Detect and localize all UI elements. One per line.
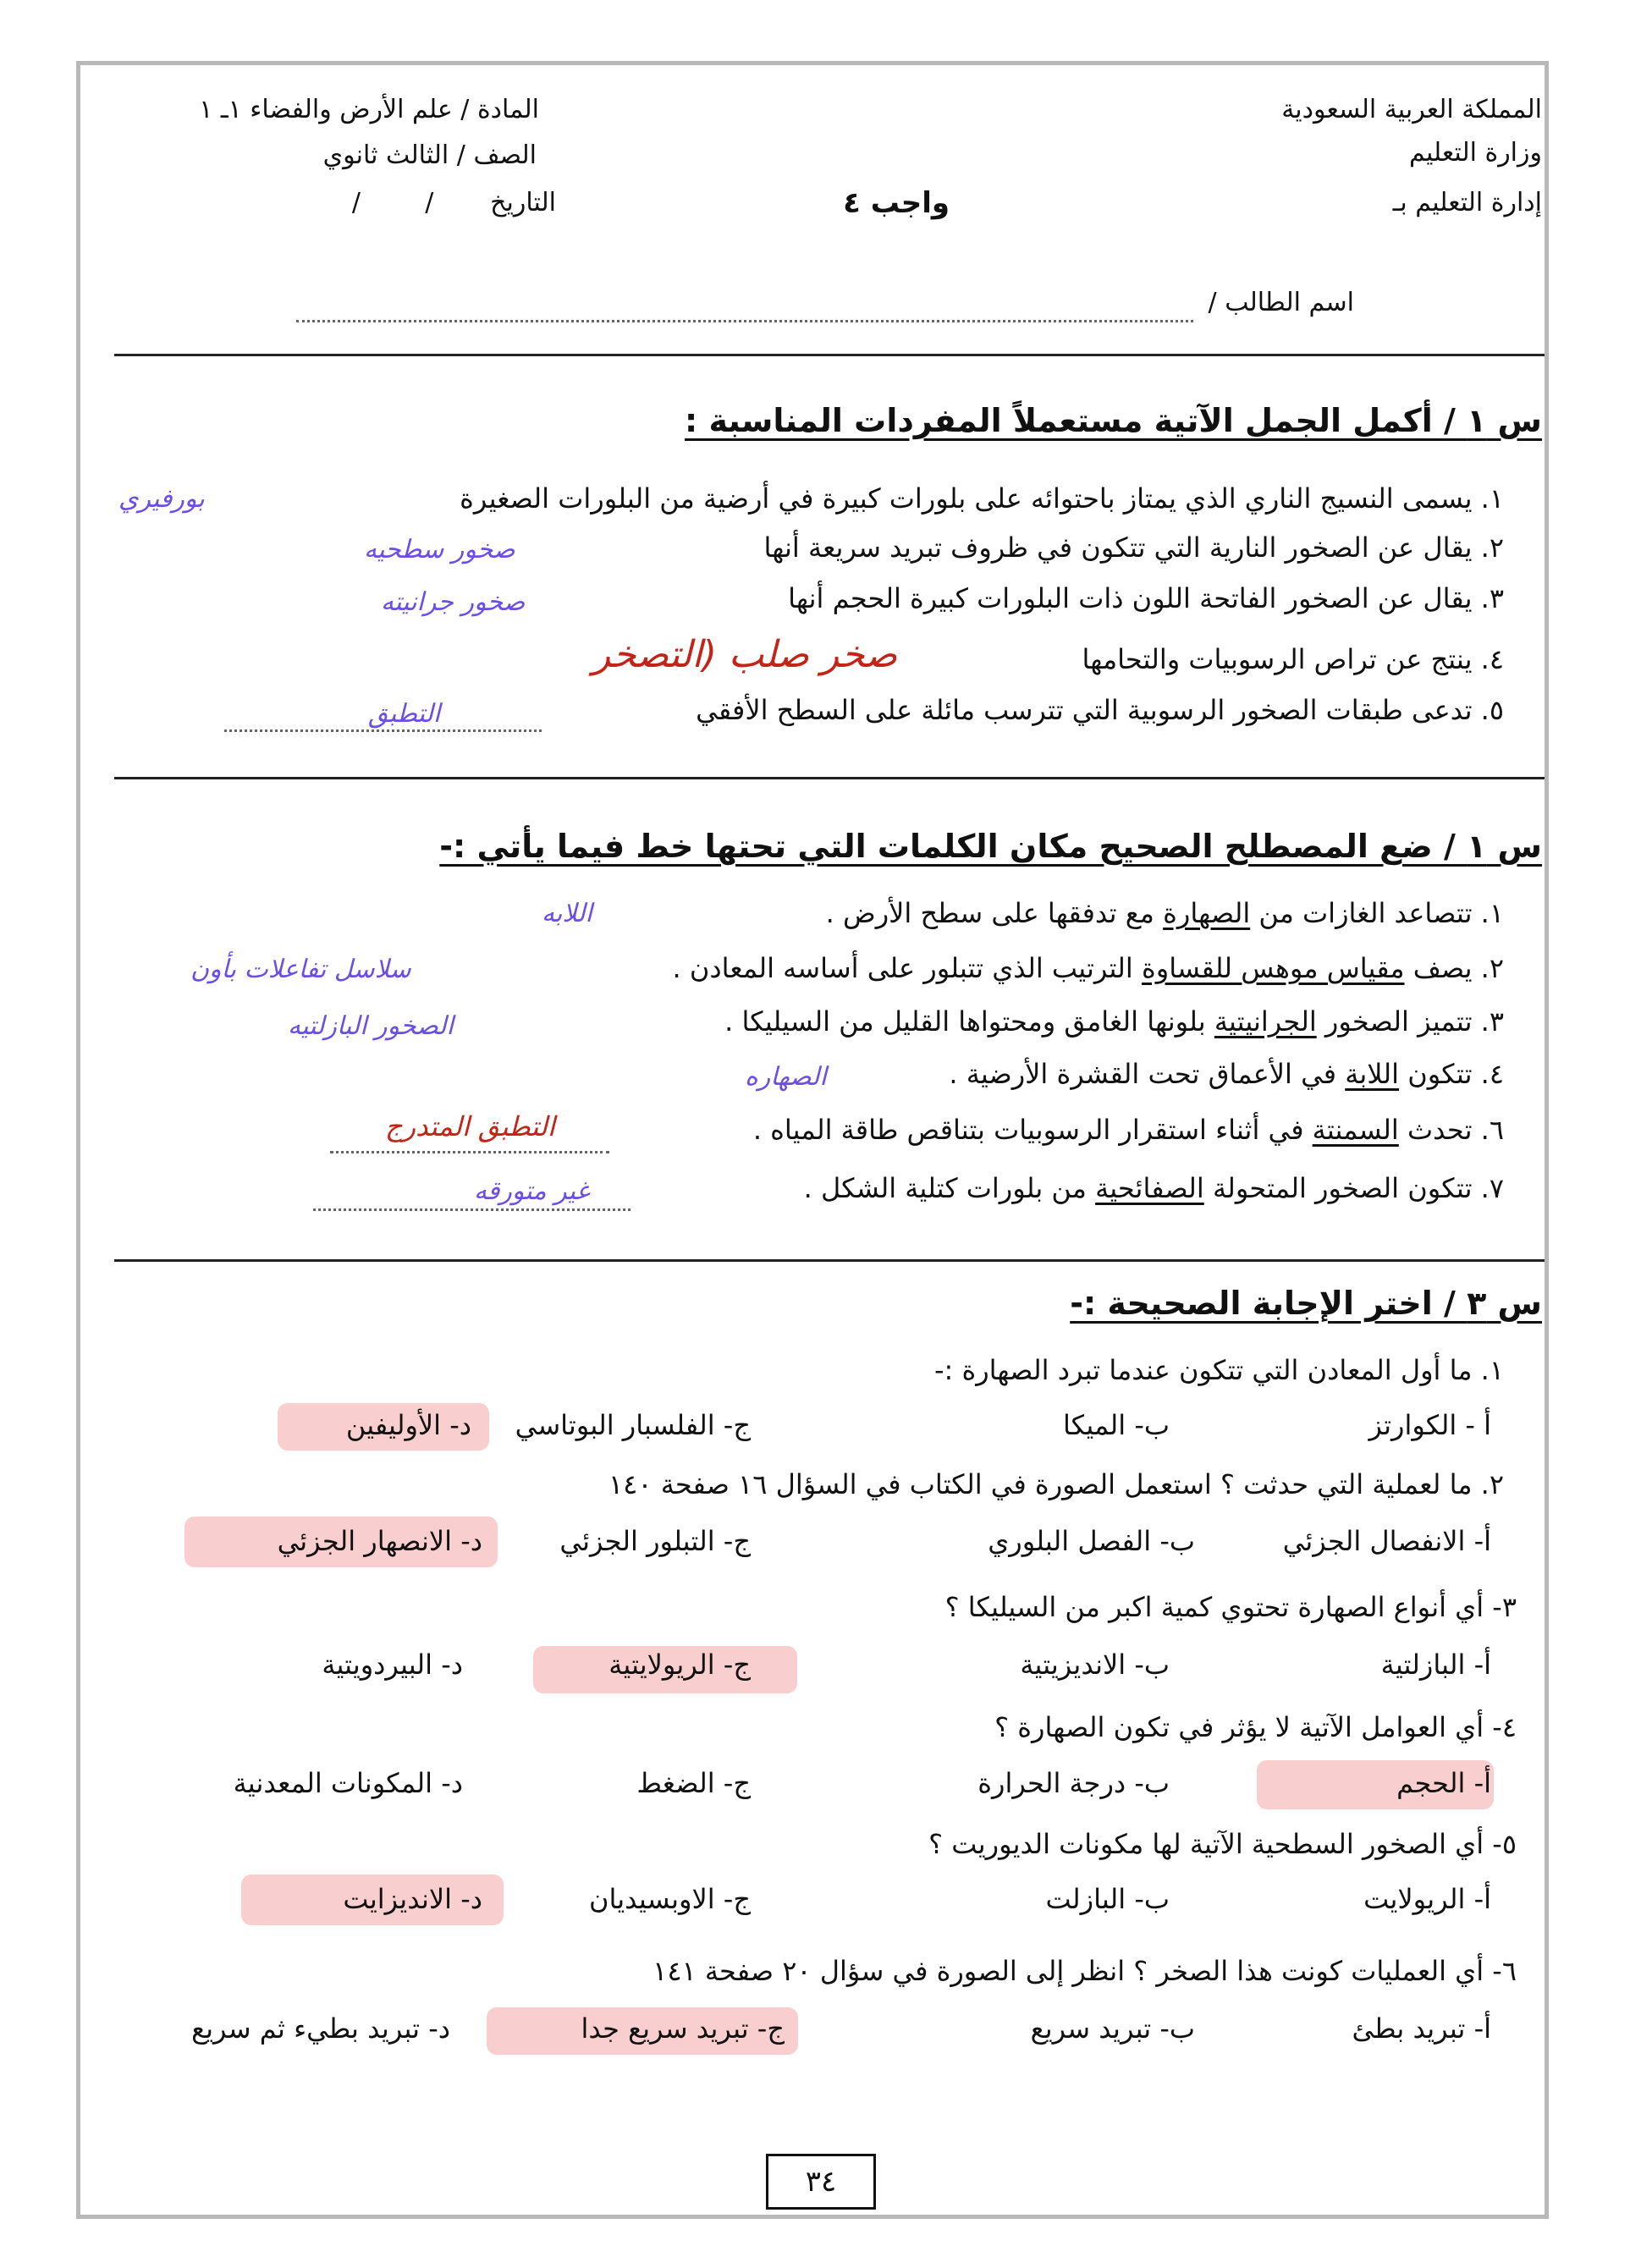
q1-title: س ١ / أكمل الجمل الآتية مستعملاً المفردات المناسبة :	[685, 402, 1542, 439]
q3-question-6: ٦- أي العمليات كونت هذا الصخر ؟ انظر إلى الصورة في سؤال ٢٠ صفحة ١٤١	[653, 1955, 1517, 1987]
q2-answer-7: غير متورقه	[474, 1176, 590, 1206]
q2-answer-6-line	[330, 1151, 609, 1153]
q2-answer-6: التطبق المتدرج	[385, 1110, 555, 1142]
q2-answer-3: الصخور البازلتيه	[288, 1011, 454, 1041]
q3-question-1: ١. ما أول المعادن التي تتكون عندما تبرد الصهارة :-	[933, 1354, 1504, 1386]
q1-item-5: ٥. تدعى طبقات الصخور الرسوبية التي تترسب مائلة على السطح الأفقي	[696, 694, 1504, 726]
divider-1	[114, 354, 1545, 356]
q2-answer-4: الصهاره	[745, 1062, 827, 1092]
q3-4-option-a[interactable]: أ- الحجم	[1396, 1767, 1491, 1799]
q2-item-4: ٤. تتكون اللابة في الأعماق تحت القشرة الأرضية .	[949, 1058, 1504, 1090]
header-directorate: إدارة التعليم بـ	[1392, 188, 1542, 217]
q3-4-option-c[interactable]: ج- الضغط	[636, 1767, 751, 1799]
page-number-text: ٣٤	[805, 2165, 837, 2199]
q3-1-option-c[interactable]: ج- الفلسبار البوتاسي	[515, 1409, 751, 1441]
header-grade: الصف / الثالث ثانوي	[322, 140, 537, 170]
q1-answer-1: بورفيري	[118, 484, 205, 514]
q2-item-3: ٣. تتميز الصخور الجرانيتية بلونها الغامق ومحتواها القليل من السيليكا .	[724, 1005, 1504, 1038]
q3-question-2: ٢. ما لعملية التي حدثت ؟ استعمل الصورة في الكتاب في السؤال ١٦ صفحة ١٤٠	[608, 1468, 1504, 1500]
q3-6-option-a[interactable]: أ- تبريد بطئ	[1352, 2012, 1491, 2045]
q3-6-option-b[interactable]: ب- تبريد سريع	[1030, 2012, 1195, 2045]
q3-2-option-d[interactable]: د- الانصهار الجزئي	[277, 1525, 482, 1557]
q3-5-option-d[interactable]: د- الانديزايت	[343, 1883, 482, 1915]
q3-6-option-d[interactable]: د- تبريد بطيء ثم سريع	[191, 2012, 450, 2045]
homework-title: واجب ٤	[843, 186, 950, 220]
header-date: التاريخ / /	[351, 188, 556, 217]
q1-item-1: ١. يسمى النسيج الناري الذي يمتاز باحتوائه على بلورات كبيرة في أرضية من البلورات الصغيرة	[460, 482, 1504, 515]
q1-item-4: ٤. ينتج عن تراص الرسوبيات والتحامها	[1082, 643, 1504, 675]
q3-3-option-a[interactable]: أ- البازلتية	[1380, 1649, 1491, 1681]
q1-answer-2: صخور سطحيه	[364, 535, 515, 564]
q3-1-option-a[interactable]: أ - الكوارتز	[1368, 1409, 1491, 1441]
q1-answer-5-line	[224, 729, 542, 732]
student-name-line[interactable]	[296, 320, 1193, 322]
q2-answer-7-line	[313, 1208, 631, 1211]
q3-title: س ٣ / اختر الإجابة الصحيحة :-	[1070, 1285, 1542, 1322]
q3-1-option-d[interactable]: د- الأوليفين	[345, 1409, 471, 1441]
q3-5-option-a[interactable]: أ- الريولايت	[1363, 1883, 1491, 1915]
q1-answer-4: صخر صلب (التصخر	[592, 633, 898, 676]
q3-3-option-c[interactable]: ج- الريولايتية	[608, 1649, 751, 1681]
q3-3-option-d[interactable]: د- البيردويتية	[322, 1649, 463, 1681]
q1-item-2: ٢. يقال عن الصخور النارية التي تتكون في ظروف تبريد سريعة أنها	[763, 531, 1504, 564]
q3-2-option-a[interactable]: أ- الانفصال الجزئي	[1282, 1525, 1491, 1557]
divider-3	[114, 1259, 1545, 1262]
q1-item-3: ٣. يقال عن الصخور الفاتحة اللون ذات البلورات كبيرة الحجم أنها	[788, 582, 1504, 614]
q3-question-5: ٥- أي الصخور السطحية الآتية لها مكونات الديوريت ؟	[928, 1828, 1517, 1860]
q3-4-option-d[interactable]: د- المكونات المعدنية	[233, 1767, 463, 1799]
q3-5-option-c[interactable]: ج- الاوبسيديان	[588, 1883, 751, 1915]
q2-item-1: ١. تتصاعد الغازات من الصهارة مع تدفقها على سطح الأرض .	[825, 897, 1504, 929]
q2-answer-1: اللابه	[542, 899, 592, 928]
header-ministry: وزارة التعليم	[1408, 138, 1542, 168]
q2-item-2: ٢. يصف مقياس موهس للقساوة الترتيب الذي تتبلور على أساسه المعادن .	[672, 952, 1504, 984]
q2-item-6: ٦. تحدث السمنتة في أثناء استقرار الرسوبيات بتناقص طاقة المياه .	[752, 1114, 1504, 1146]
q3-2-option-c[interactable]: ج- التبلور الجزئي	[559, 1525, 751, 1557]
q3-question-3: ٣- أي أنواع الصهارة تحتوي كمية اكبر من السيليكا ؟	[944, 1591, 1517, 1623]
q3-question-4: ٤- أي العوامل الآتية لا يؤثر في تكون الصهارة ؟	[994, 1711, 1517, 1743]
q1-answer-5: التطبق	[368, 699, 441, 729]
q3-5-option-b[interactable]: ب- البازلت	[1045, 1883, 1170, 1915]
page-number	[766, 2154, 876, 2210]
q3-3-option-b[interactable]: ب- الانديزيتية	[1020, 1649, 1170, 1681]
q2-title: س ١ / ضع المصطلح الصحيح مكان الكلمات التي تحتها خط فيما يأتي :-	[439, 828, 1542, 865]
header-kingdom: المملكة العربية السعودية	[1281, 95, 1542, 124]
divider-2	[114, 777, 1545, 779]
q3-4-option-b[interactable]: ب- درجة الحرارة	[977, 1767, 1170, 1799]
q3-6-option-c[interactable]: ج- تبريد سريع جدا	[581, 2012, 785, 2045]
student-name-label: اسم الطالب /	[1208, 288, 1354, 317]
q3-2-option-b[interactable]: ب- الفصل البلوري	[988, 1525, 1195, 1557]
q2-answer-2: سلاسل تفاعلات بأون	[190, 955, 411, 984]
q3-1-option-b[interactable]: ب- الميكا	[1062, 1409, 1170, 1441]
q1-answer-3: صخور جرانيته	[381, 587, 526, 617]
q2-item-7: ٧. تتكون الصخور المتحولة الصفائحية من بلورات كتلية الشكل .	[803, 1172, 1504, 1204]
header-subject: المادة / علم الأرض والفضاء ١ـ ١	[199, 95, 539, 124]
